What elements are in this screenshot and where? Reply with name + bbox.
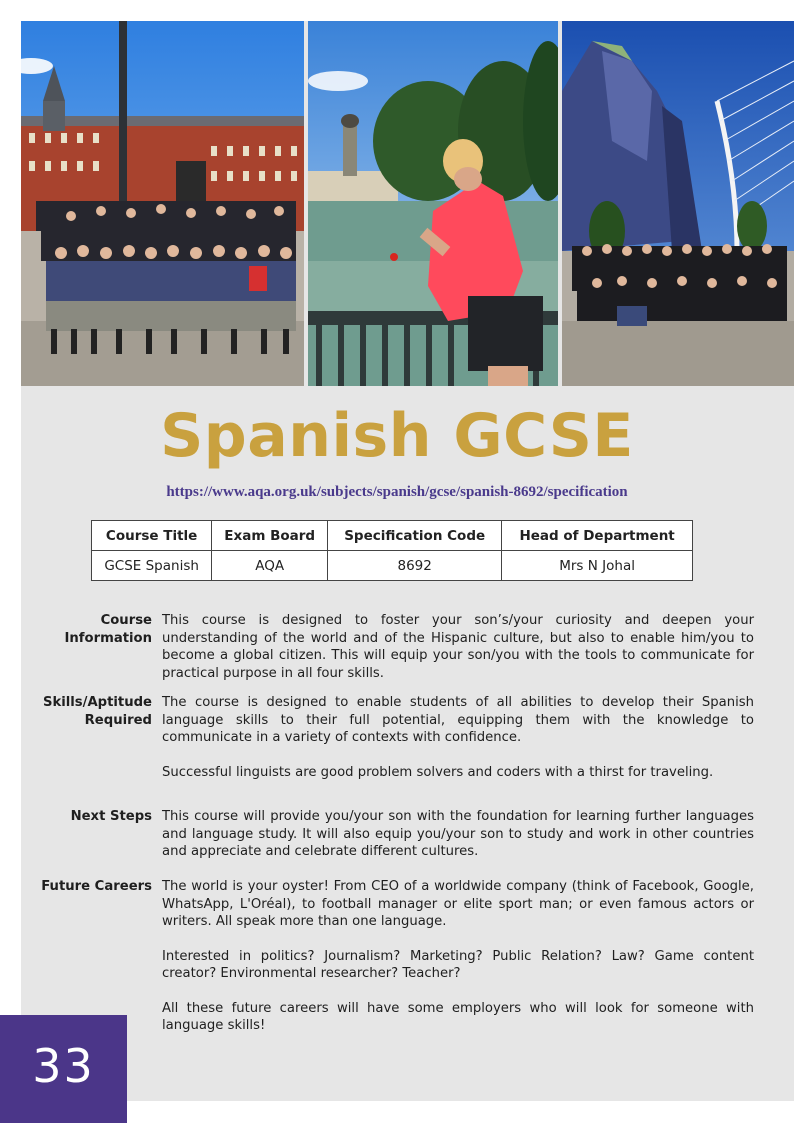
section-label (30, 612, 162, 682)
section-body (162, 612, 754, 682)
table-header-row (92, 521, 693, 551)
paragraph: This course will provide you/your son with the foundation for learning further languages and language study. It will also equip you/your son to study and work in other countries and appreciate and celebrate different cultures. (162, 809, 754, 859)
photo-strip (21, 21, 794, 386)
photo-plaza-group (21, 21, 304, 386)
section-body (162, 808, 754, 861)
page-title: Spanish GCSE (160, 401, 634, 471)
section-skills-aptitude (30, 694, 754, 781)
photo-architecture-group (562, 21, 794, 386)
photo-lake-boy (308, 21, 558, 386)
specification-link[interactable]: https://www.aqa.org.uk/subjects/spanish/gcse/spanish-8692/specification (166, 484, 628, 500)
paragraph: The course is designed to enable students of all abilities to develop their Spanish language skills to their full potential, equipping them with the knowledge to communicate in a variety of contexts with confidence. (162, 695, 754, 745)
section-label (30, 878, 162, 1035)
course-info-table (91, 520, 693, 581)
section-body (162, 694, 754, 781)
section-label (30, 808, 162, 861)
label-line: Future Careers (41, 879, 152, 894)
header-head-of-department: Head of Department (502, 521, 693, 551)
header-specification-code: Specification Code (328, 521, 502, 551)
cell-head-of-department: Mrs N Johal (502, 551, 693, 581)
section-label (30, 694, 162, 781)
paragraph: This course is designed to foster your son’s/your curiosity and deepen your understanding of the world and of the Hispanic culture, but also to enable him/you to become a global citizen. This will equip your son/you with the tools to communicate for practical purpose in all four skills. (162, 613, 754, 681)
header-course-title: Course Title (92, 521, 212, 551)
paragraph: All these future careers will have some employers who will look for someone with language skills! (162, 1000, 754, 1033)
label-line: Information (64, 630, 152, 646)
cell-course-title: GCSE Spanish (92, 551, 212, 581)
cell-specification-code: 8692 (328, 551, 502, 581)
table-row (92, 551, 693, 581)
label-line: Skills/Aptitude (42, 695, 152, 710)
section-future-careers (30, 878, 754, 1035)
paragraph: The world is your oyster! From CEO of a worldwide company (think of Facebook, Google, WhatsApp, L'Oréal), to football manager or elite sport man; or even famous actors or writers. All speak more than one language. (162, 879, 754, 929)
header-exam-board: Exam Board (212, 521, 328, 551)
label-line: Required (84, 712, 152, 728)
label-line: Next Steps (70, 809, 152, 824)
page-number: 33 (32, 1039, 95, 1093)
section-course-information (30, 612, 754, 682)
paragraph: Interested in politics? Journalism? Marketing? Public Relation? Law? Game content creator? Environmental researcher? Teacher? (162, 948, 754, 981)
section-next-steps (30, 808, 754, 861)
label-line: Course (100, 613, 152, 628)
cell-exam-board: AQA (212, 551, 328, 581)
paragraph: Successful linguists are good problem solvers and coders with a thirst for traveling. (162, 764, 714, 780)
section-body (162, 878, 754, 1035)
